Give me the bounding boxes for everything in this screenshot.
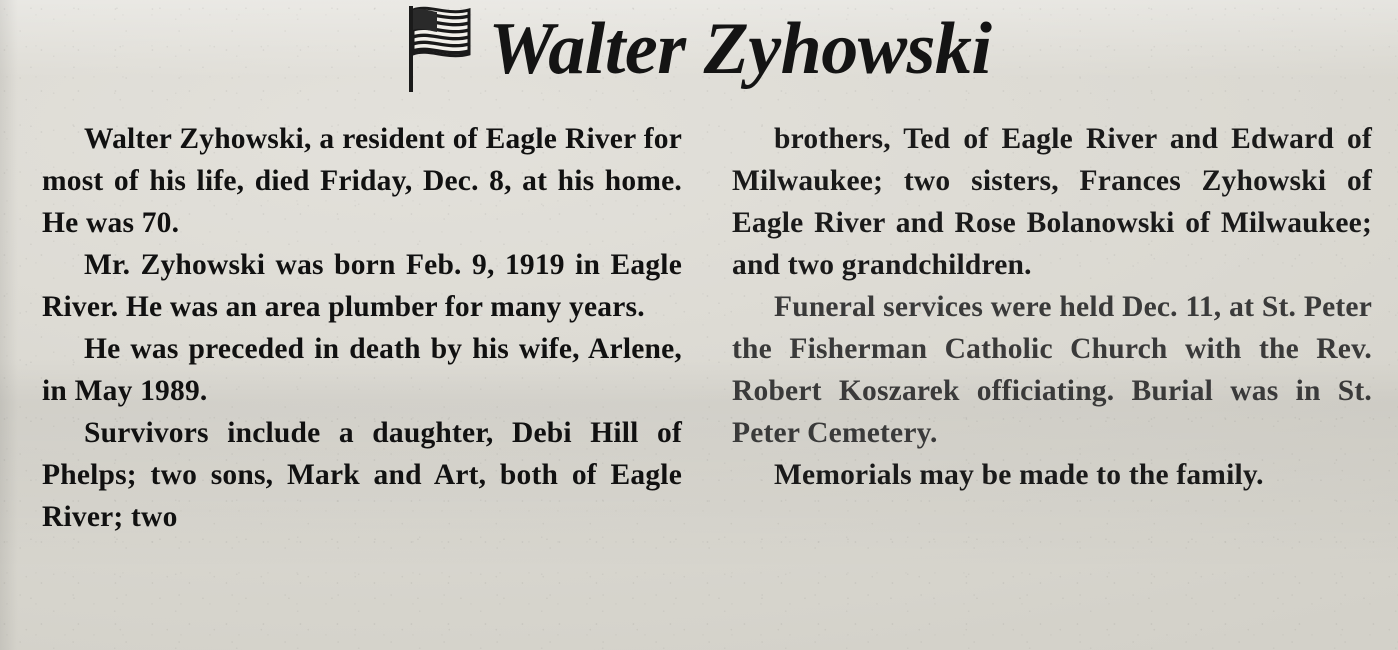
column-left — [42, 118, 682, 538]
paragraph: Mr. Zyhowski was born Feb. 9, 1919 in Eagle River. He was an area plumber for many years. — [42, 249, 682, 323]
paragraph: He was preceded in death by his wife, Arlene, in May 1989. — [42, 333, 682, 407]
headline-row — [0, 6, 1398, 92]
article-columns — [42, 118, 1372, 538]
american-flag-icon — [407, 6, 479, 92]
page-title: Walter Zyhowski — [488, 8, 992, 90]
column-right — [732, 118, 1372, 538]
paragraph: brothers, Ted of Eagle River and Edward of Milwaukee; two sisters, Frances Zyhowski of Eagle River and Rose Bolanowski of Milwaukee; and two grandchildren. — [732, 123, 1372, 281]
paragraph: Funeral services were held Dec. 11, at St. Peter the Fisherman Catholic Church with the Rev. Robert Koszarek officiating. Burial was in St. Peter Cemetery. — [732, 291, 1372, 449]
paragraph: Survivors include a daughter, Debi Hill of Phelps; two sons, Mark and Art, both of Eagle River; two — [42, 417, 682, 533]
paragraph: Walter Zyhowski, a resident of Eagle River for most of his life, died Friday, Dec. 8, at his home. He was 70. — [42, 123, 682, 239]
paragraph: Memorials may be made to the family. — [774, 459, 1264, 491]
